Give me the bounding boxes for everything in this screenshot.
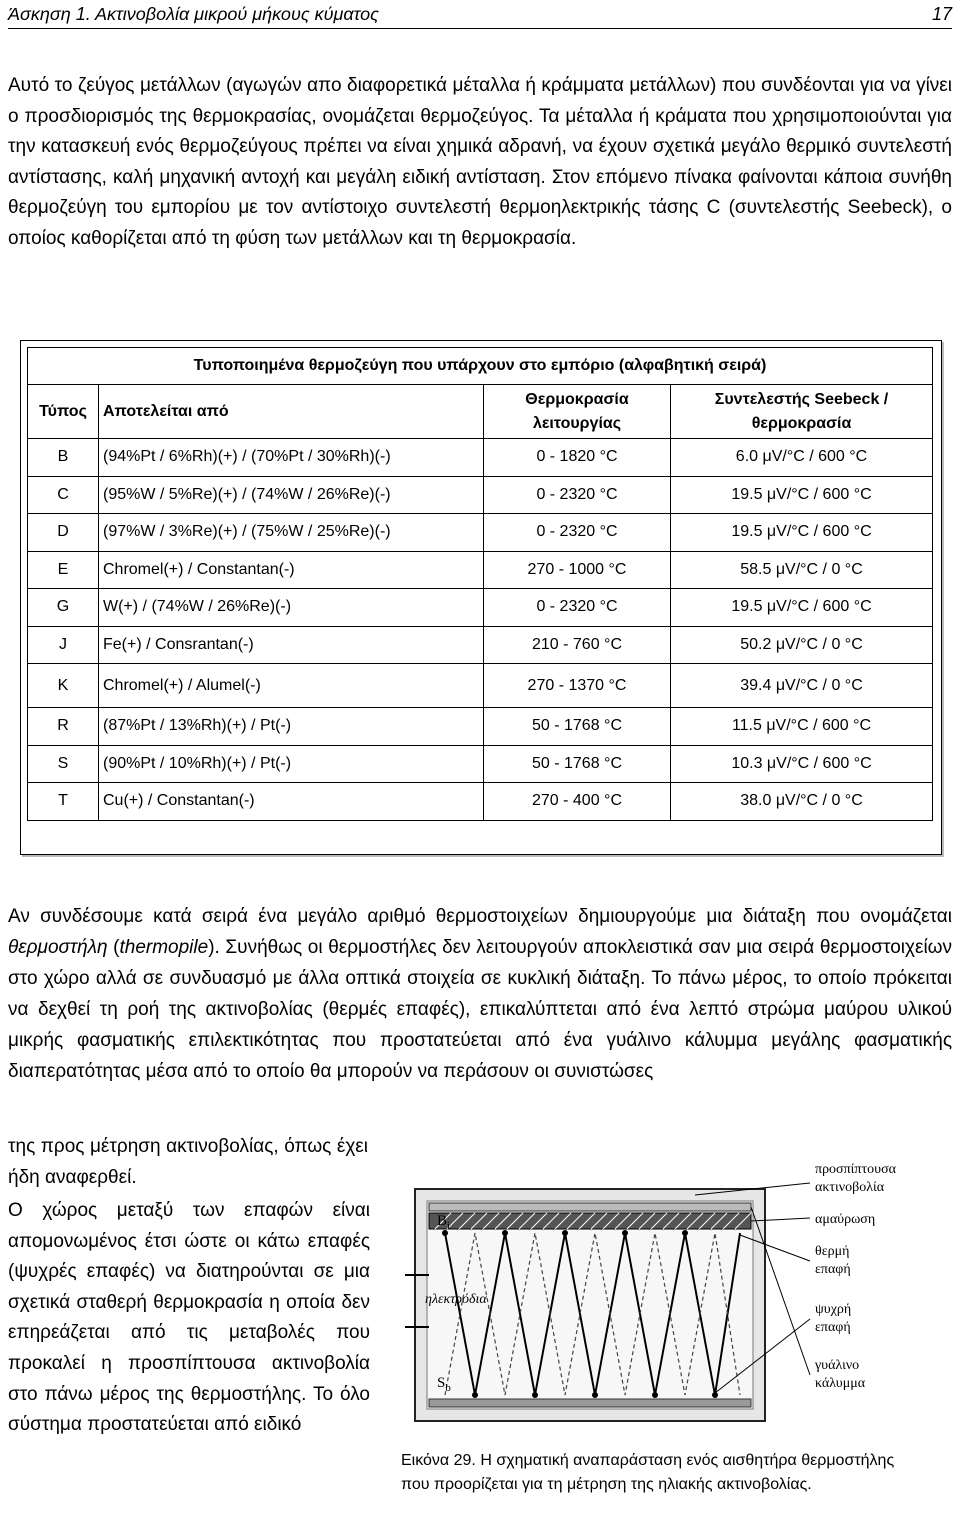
thermopile-term: θερμοστήλη [8, 937, 108, 958]
table-row [28, 626, 933, 664]
label-cold-2: επαφή [815, 1320, 851, 1335]
intro-paragraph: Αυτό το ζεύγος μετάλλων (αγωγών απο διαφορετικά μέταλλα ή κράμματα μετάλλων) που συνδέονται για να γίνει ο προσδιορισμός της θερμοκρασίας, ονομάζεται θερμοζεύγος. Τα μέταλλα ή κράματα που χρησιμοποιούνται για την κατασκευή ενός θερμοζεύγους πρέπει να είναι χημικά αδρανή, να έχουν σχετικά μεγάλο θερμικό συντελεστή αντίστασης, καλή μηχανική αντοχή και μεγάλη ειδική αντίσταση. Στον επόμενο πίνακα φαίνονται κάποια συνήθη θερμοζεύγη του εμπορίου με τον αντίστοιχο συντελεστή θερμοηλεκτρικής τάσης C (συντελεστής Seebeck), ο οποίος καθορίζεται από τη φύση των μετάλλων και τη θερμοκρασία. [8, 75, 952, 249]
cell-composition: Cu(+) / Constantan(-) [99, 783, 484, 821]
header-temperature: Θερμοκρασία λειτουργίας [484, 385, 671, 439]
label-sb: $S_b$ [437, 1375, 451, 1394]
thermopile-text-3: ). Συνήθως οι θερμοστήλες δεν λειτουργούν αποκλειστικά σαν μια σειρά θερμοστοιχείων στο χώρο αλλά σε συνδυασμό με άλλα οπτικά στοιχεία σε κυκλική διάταξη. Το πάνω μέρος, το οποίο πρόκειται να δεχθεί τη ροή της ακτινοβολίας (θερμές επαφές), επικαλύπτεται από ένα λεπτό στρώμα μαύρου υλικού μικρής φασματικής επιλεκτικότητας που προστατεύεται από ένα γυάλινο κάλυμμα μεγάλης φασματικής διαπερατότητας μέσα από το οποίο θα μπορούν να περάσουν οι συνιστώσες [8, 937, 952, 1082]
label-glass-1: γυάλινο [815, 1358, 860, 1373]
cell-type: J [28, 626, 99, 664]
cell-type: K [28, 664, 99, 708]
label-incident-1: προσπίπτουσα [815, 1162, 896, 1177]
cell-composition: (90%Pt / 10%Rh)(+) / Pt(-) [99, 745, 484, 783]
table-row [28, 745, 933, 783]
cell-temperature: 270 - 1370 °C [484, 664, 671, 708]
page-number: 17 [931, 4, 952, 24]
label-hot-2: επαφή [815, 1262, 851, 1277]
header-title: Άσκηση 1. Ακτινοβολία μικρού μήκους κύματος [8, 4, 379, 24]
table-row [28, 476, 933, 514]
cell-seebeck: 19.5 μV/°C / 600 °C [671, 476, 933, 514]
cell-type: R [28, 708, 99, 746]
cell-composition: (87%Pt / 13%Rh)(+) / Pt(-) [99, 708, 484, 746]
table-row [28, 783, 933, 821]
cell-seebeck: 39.4 μV/°C / 0 °C [671, 664, 933, 708]
table-caption: Τυποποιημένα θερμοζεύγη που υπάρχουν στο εμπόριο (αλφαβητική σειρά) [28, 348, 933, 385]
cell-seebeck: 19.5 μV/°C / 600 °C [671, 514, 933, 552]
header-composition: Αποτελείται από [99, 385, 484, 439]
cell-type: G [28, 589, 99, 627]
cell-type: D [28, 514, 99, 552]
thermocouple-table [27, 347, 933, 821]
label-cold-1: ψυχρή [815, 1302, 852, 1317]
label-blackening: αμαύρωση [815, 1212, 876, 1227]
continuation-paragraph: της προς μέτρηση ακτινοβολίας, όπως έχει ήδη αναφερθεί. [8, 1136, 368, 1188]
thermopile-text-1: Αν συνδέσουμε κατά σειρά ένα μεγάλο αριθμό θερμοστοιχείων δημιουργούμε μια διάταξη που ονομάζεται [8, 906, 952, 927]
cell-temperature: 210 - 760 °C [484, 626, 671, 664]
table-row [28, 514, 933, 552]
cell-temperature: 270 - 1000 °C [484, 551, 671, 589]
cell-seebeck: 6.0 μV/°C / 600 °C [671, 439, 933, 477]
cell-type: C [28, 476, 99, 514]
table-row [28, 439, 933, 477]
cell-type: T [28, 783, 99, 821]
cell-composition: (94%Pt / 6%Rh)(+) / (70%Pt / 30%Rh)(-) [99, 439, 484, 477]
thermopile-text-2: ( [107, 937, 120, 958]
thermopile-paragraph [8, 901, 952, 1087]
cell-temperature: 270 - 400 °C [484, 783, 671, 821]
table-row [28, 708, 933, 746]
header-seebeck: Συντελεστής Seebeck / θερμοκρασία [671, 385, 933, 439]
cell-seebeck: 50.2 μV/°C / 0 °C [671, 626, 933, 664]
cell-type: E [28, 551, 99, 589]
cell-seebeck: 38.0 μV/°C / 0 °C [671, 783, 933, 821]
cell-temperature: 0 - 1820 °C [484, 439, 671, 477]
cell-composition: Fe(+) / Consrantan(-) [99, 626, 484, 664]
header-type: Τύπος [28, 385, 99, 439]
cell-composition: Chromel(+) / Alumel(-) [99, 664, 484, 708]
thermocouple-table-frame [20, 340, 942, 855]
label-incident-2: ακτινοβολία [815, 1180, 885, 1195]
table-row [28, 551, 933, 589]
cell-temperature: 50 - 1768 °C [484, 745, 671, 783]
black-coating [429, 1213, 751, 1229]
cell-type: S [28, 745, 99, 783]
label-glass-2: κάλυμμα [815, 1376, 866, 1391]
label-electrodes: ηλεκτρόδια [425, 1292, 487, 1307]
label-bi: $B_i$ [437, 1213, 451, 1232]
thermopile-diagram [395, 1155, 955, 1445]
page-header [8, 2, 952, 29]
cell-temperature: 50 - 1768 °C [484, 708, 671, 746]
table-row [28, 664, 933, 708]
insulation-paragraph: Ο χώρος μεταξύ των επαφών είναι απομονωμένος έτσι ώστε οι κάτω επαφές (ψυχρές επαφές) να διατηρούνται σε μια σχετικά σταθερή θερμοκρασία η οποία δεν επηρεάζεται από τις μεταβολές που προκαλεί η προσπίπτουσα ακτινοβολία στο πάνω μέρος της θερμοστήλης. Το όλο σύστημα προστατεύεται από ειδικό [8, 1200, 370, 1436]
thermopile-term-en: thermopile [119, 937, 209, 958]
figure-caption: Εικόνα 29. Η σχηματική αναπαράσταση ενός αισθητήρα θερμοστήλης που προορίζεται για τη μέτρηση της ηλιακής ακτινοβολίας. [401, 1452, 895, 1493]
base-plate [429, 1399, 751, 1407]
cell-temperature: 0 - 2320 °C [484, 476, 671, 514]
cell-type: B [28, 439, 99, 477]
cell-composition: Chromel(+) / Constantan(-) [99, 551, 484, 589]
cell-seebeck: 10.3 μV/°C / 600 °C [671, 745, 933, 783]
cell-composition: (97%W / 3%Re)(+) / (75%W / 25%Re)(-) [99, 514, 484, 552]
cell-composition: (95%W / 5%Re)(+) / (74%W / 26%Re)(-) [99, 476, 484, 514]
glass-cover [429, 1203, 751, 1211]
cell-seebeck: 58.5 μV/°C / 0 °C [671, 551, 933, 589]
cell-temperature: 0 - 2320 °C [484, 589, 671, 627]
label-hot-1: θερμή [815, 1244, 850, 1259]
cell-seebeck: 19.5 μV/°C / 600 °C [671, 589, 933, 627]
cell-composition: W(+) / (74%W / 26%Re)(-) [99, 589, 484, 627]
cell-seebeck: 11.5 μV/°C / 600 °C [671, 708, 933, 746]
cell-temperature: 0 - 2320 °C [484, 514, 671, 552]
table-row [28, 589, 933, 627]
